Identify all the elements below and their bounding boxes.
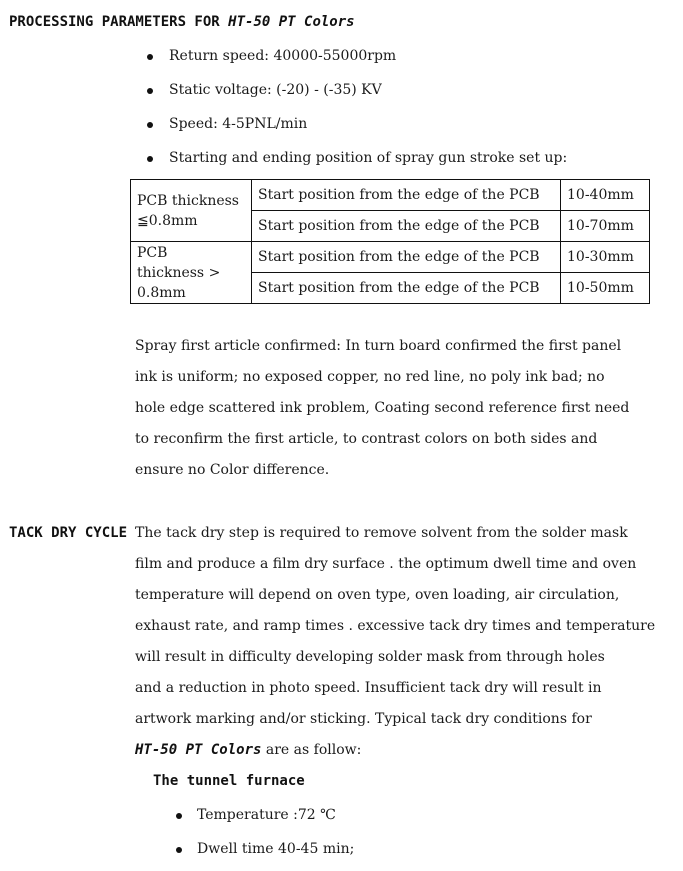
bullet-speed: Speed: 4-5PNL/min (169, 116, 308, 132)
position-cell: Start position from the edge of the PCB (252, 211, 561, 242)
product-name: HT-50 PT Colors (135, 742, 262, 758)
bullet-return-speed: Return speed: 40000-55000rpm (169, 48, 397, 64)
processing-heading (9, 14, 355, 30)
paragraph-line: to reconfirm the first article, to contrast colors on both sides and (135, 431, 598, 447)
bullet-dot (147, 122, 153, 128)
product-suffix: are as follow: (261, 742, 362, 758)
tack-dry-paragraph (135, 518, 660, 766)
processing-heading-product: HT-50 PT Colors (228, 14, 355, 30)
paragraph-line: The tack dry step is required to remove solvent from the solder mask (135, 525, 628, 541)
processing-heading-prefix: PROCESSING PARAMETERS FOR (9, 14, 229, 30)
value-cell: 10-70mm (561, 211, 650, 242)
spray-position-table (130, 179, 650, 304)
value-cell: 10-40mm (561, 180, 650, 211)
paragraph-line: and a reduction in photo speed. Insufficient tack dry will result in (135, 680, 602, 696)
paragraph-line: artwork marking and/or sticking. Typical tack dry conditions for (135, 711, 592, 727)
table-row (131, 242, 650, 273)
paragraph-line: Spray first article confirmed: In turn board confirmed the first panel (135, 338, 622, 354)
bullet-dot (176, 813, 182, 819)
paragraph-line: exhaust rate, and ramp times . excessive tack dry times and temperature (135, 618, 656, 634)
table-row (131, 180, 650, 211)
paragraph-line: ensure no Color difference. (135, 462, 330, 478)
bullet-spray-gun-setup: Starting and ending position of spray gun stroke set up: (169, 150, 568, 166)
thickness-group-thick: PCB thickness > 0.8mm (131, 242, 252, 304)
bullet-dot (147, 54, 153, 60)
spray-first-article-paragraph (135, 331, 660, 486)
bullet-temperature: Temperature :72 ℃ (197, 807, 336, 823)
bullet-static-voltage: Static voltage: (-20) - (-35) KV (169, 82, 382, 98)
value-cell: 10-50mm (561, 273, 650, 304)
paragraph-line: film and produce a film dry surface . the optimum dwell time and oven (135, 556, 637, 572)
paragraph-line: temperature will depend on oven type, oven loading, air circulation, (135, 587, 620, 603)
value-cell: 10-30mm (561, 242, 650, 273)
bullet-dot (147, 156, 153, 162)
tack-dry-heading: TACK DRY CYCLE (9, 525, 128, 541)
tunnel-furnace-subheading: The tunnel furnace (153, 773, 305, 789)
bullet-dwell-time: Dwell time 40-45 min; (197, 841, 355, 857)
paragraph-line (135, 735, 660, 766)
thickness-group-thin: PCB thickness ≦0.8mm (131, 180, 252, 242)
position-cell: Start position from the edge of the PCB (252, 242, 561, 273)
paragraph-line: ink is uniform; no exposed copper, no red line, no poly ink bad; no (135, 369, 605, 385)
bullet-dot (147, 88, 153, 94)
position-cell: Start position from the edge of the PCB (252, 273, 561, 304)
paragraph-line: hole edge scattered ink problem, Coating second reference first need (135, 400, 630, 416)
bullet-dot (176, 847, 182, 853)
paragraph-line: will result in difficulty developing solder mask from through holes (135, 649, 605, 665)
position-cell: Start position from the edge of the PCB (252, 180, 561, 211)
